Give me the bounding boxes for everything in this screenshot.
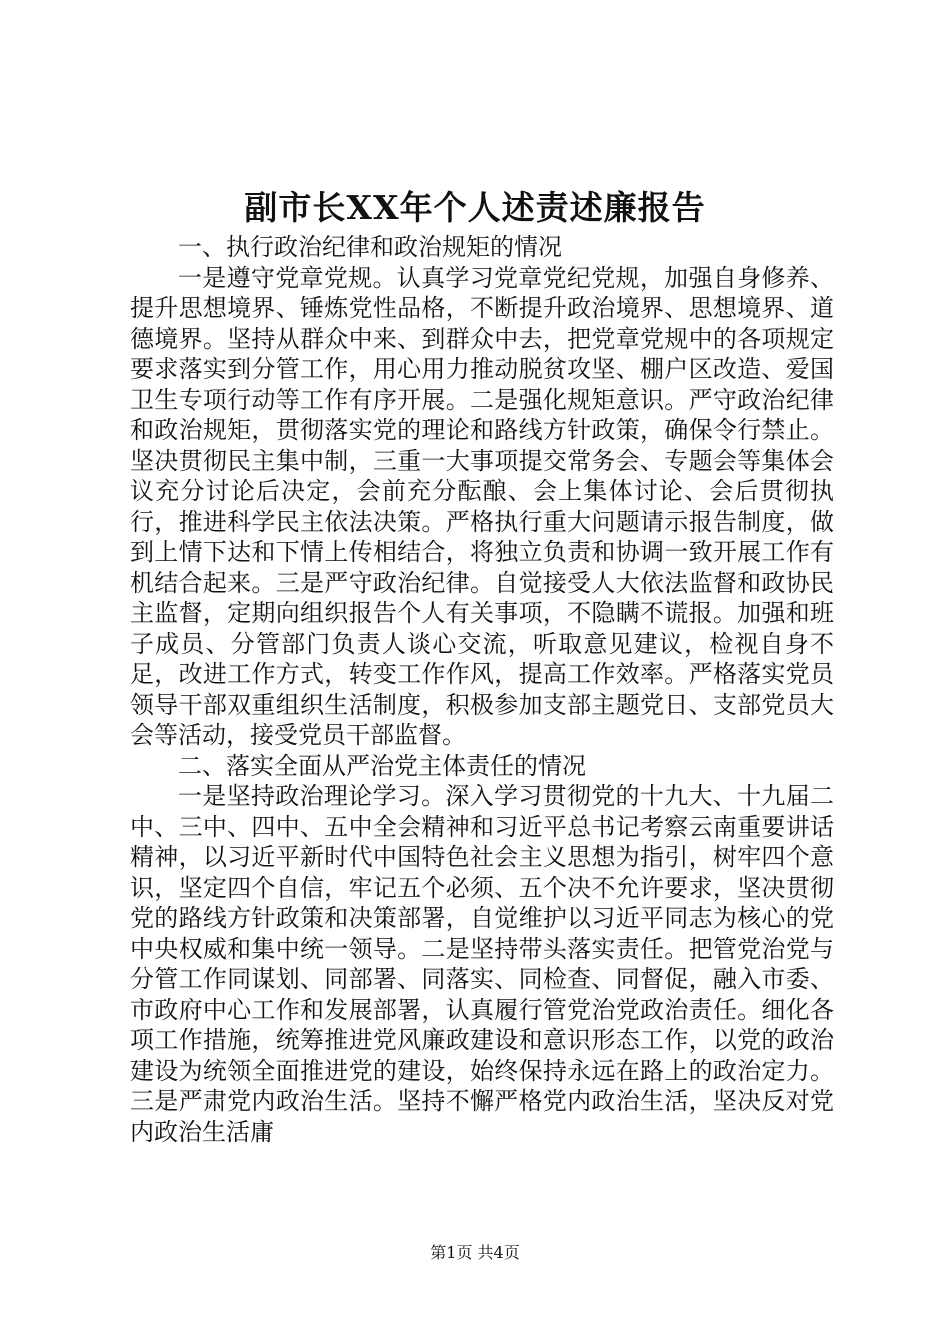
page-footer: 第1页 共4页 [430, 1243, 520, 1262]
section-heading-1: 一、执行政治纪律和政治规矩的情况 [178, 233, 562, 261]
body-paragraph-1: 一是遵守党章党规。认真学习党章党纪党规，加强自身修养、提升思想境界、锤炼党性品格，不断提升政治境界、思想境界、道德境界。坚持从群众中来、到群众中去，把党章党规中的各项规定要求落实到分管工作，用心用力推动脱贫攻坚、棚户区改造、爱国卫生专项行动等工作有序开展。二是强化规矩意识。严守政治纪律和政治规矩，贯彻落实党的理论和路线方针政策，确保令行禁止。坚决贯彻民主集中制，三重一大事项提交常务会、专题会等集体会议充分讨论后决定，会前充分酝酿、会上集体讨论、会后贯彻执行，推进科学民主依法决策。严格执行重大问题请示报告制度，做到上情下达和下情上传相结合，将独立负责和协调一致开展工作有机结合起来。三是严守政治纪律。自觉接受人大依法监督和政协民主监督，定期向组织报告个人有关事项，不隐瞒不谎报。加强和班子成员、分管部门负责人谈心交流，听取意见建议，检视自身不足，改进工作方式，转变工作作风，提高工作效率。严格落实党员领导干部双重组织生活制度，积极参加支部主题党日、支部党员大会等活动，接受党员干部监督。 [130, 263, 834, 749]
document-body [130, 232, 834, 1147]
section-heading-2: 二、落实全面从严治党主体责任的情况 [178, 751, 586, 780]
document-title: 副市长XX年个人述责述廉报告 [244, 188, 706, 227]
body-paragraph-2: 一是坚持政治理论学习。深入学习贯彻党的十九大、十九届二中、三中、四中、五中全会精神和习近平总书记考察云南重要讲话精神，以习近平新时代中国特色社会主义思想为指引，树牢四个意识，坚定四个自信，牢记五个必须、五个决不允许要求，坚决贯彻党的路线方针政策和决策部署，自觉维护以习近平同志为核心的党中央权威和集中统一领导。二是坚持带头落实责任。把管党治党与分管工作同谋划、同部署、同落实、同检查、同督促，融入市委、市政府中心工作和发展部署，认真履行管党治党政治责任。细化各项工作措施，统筹推进党风廉政建设和意识形态工作，以党的政治建设为统领全面推进党的建设，始终保持永远在路上的政治定力。三是严肃党内政治生活。坚持不懈严格党内政治生活，坚决反对党内政治生活庸 [130, 782, 834, 1146]
